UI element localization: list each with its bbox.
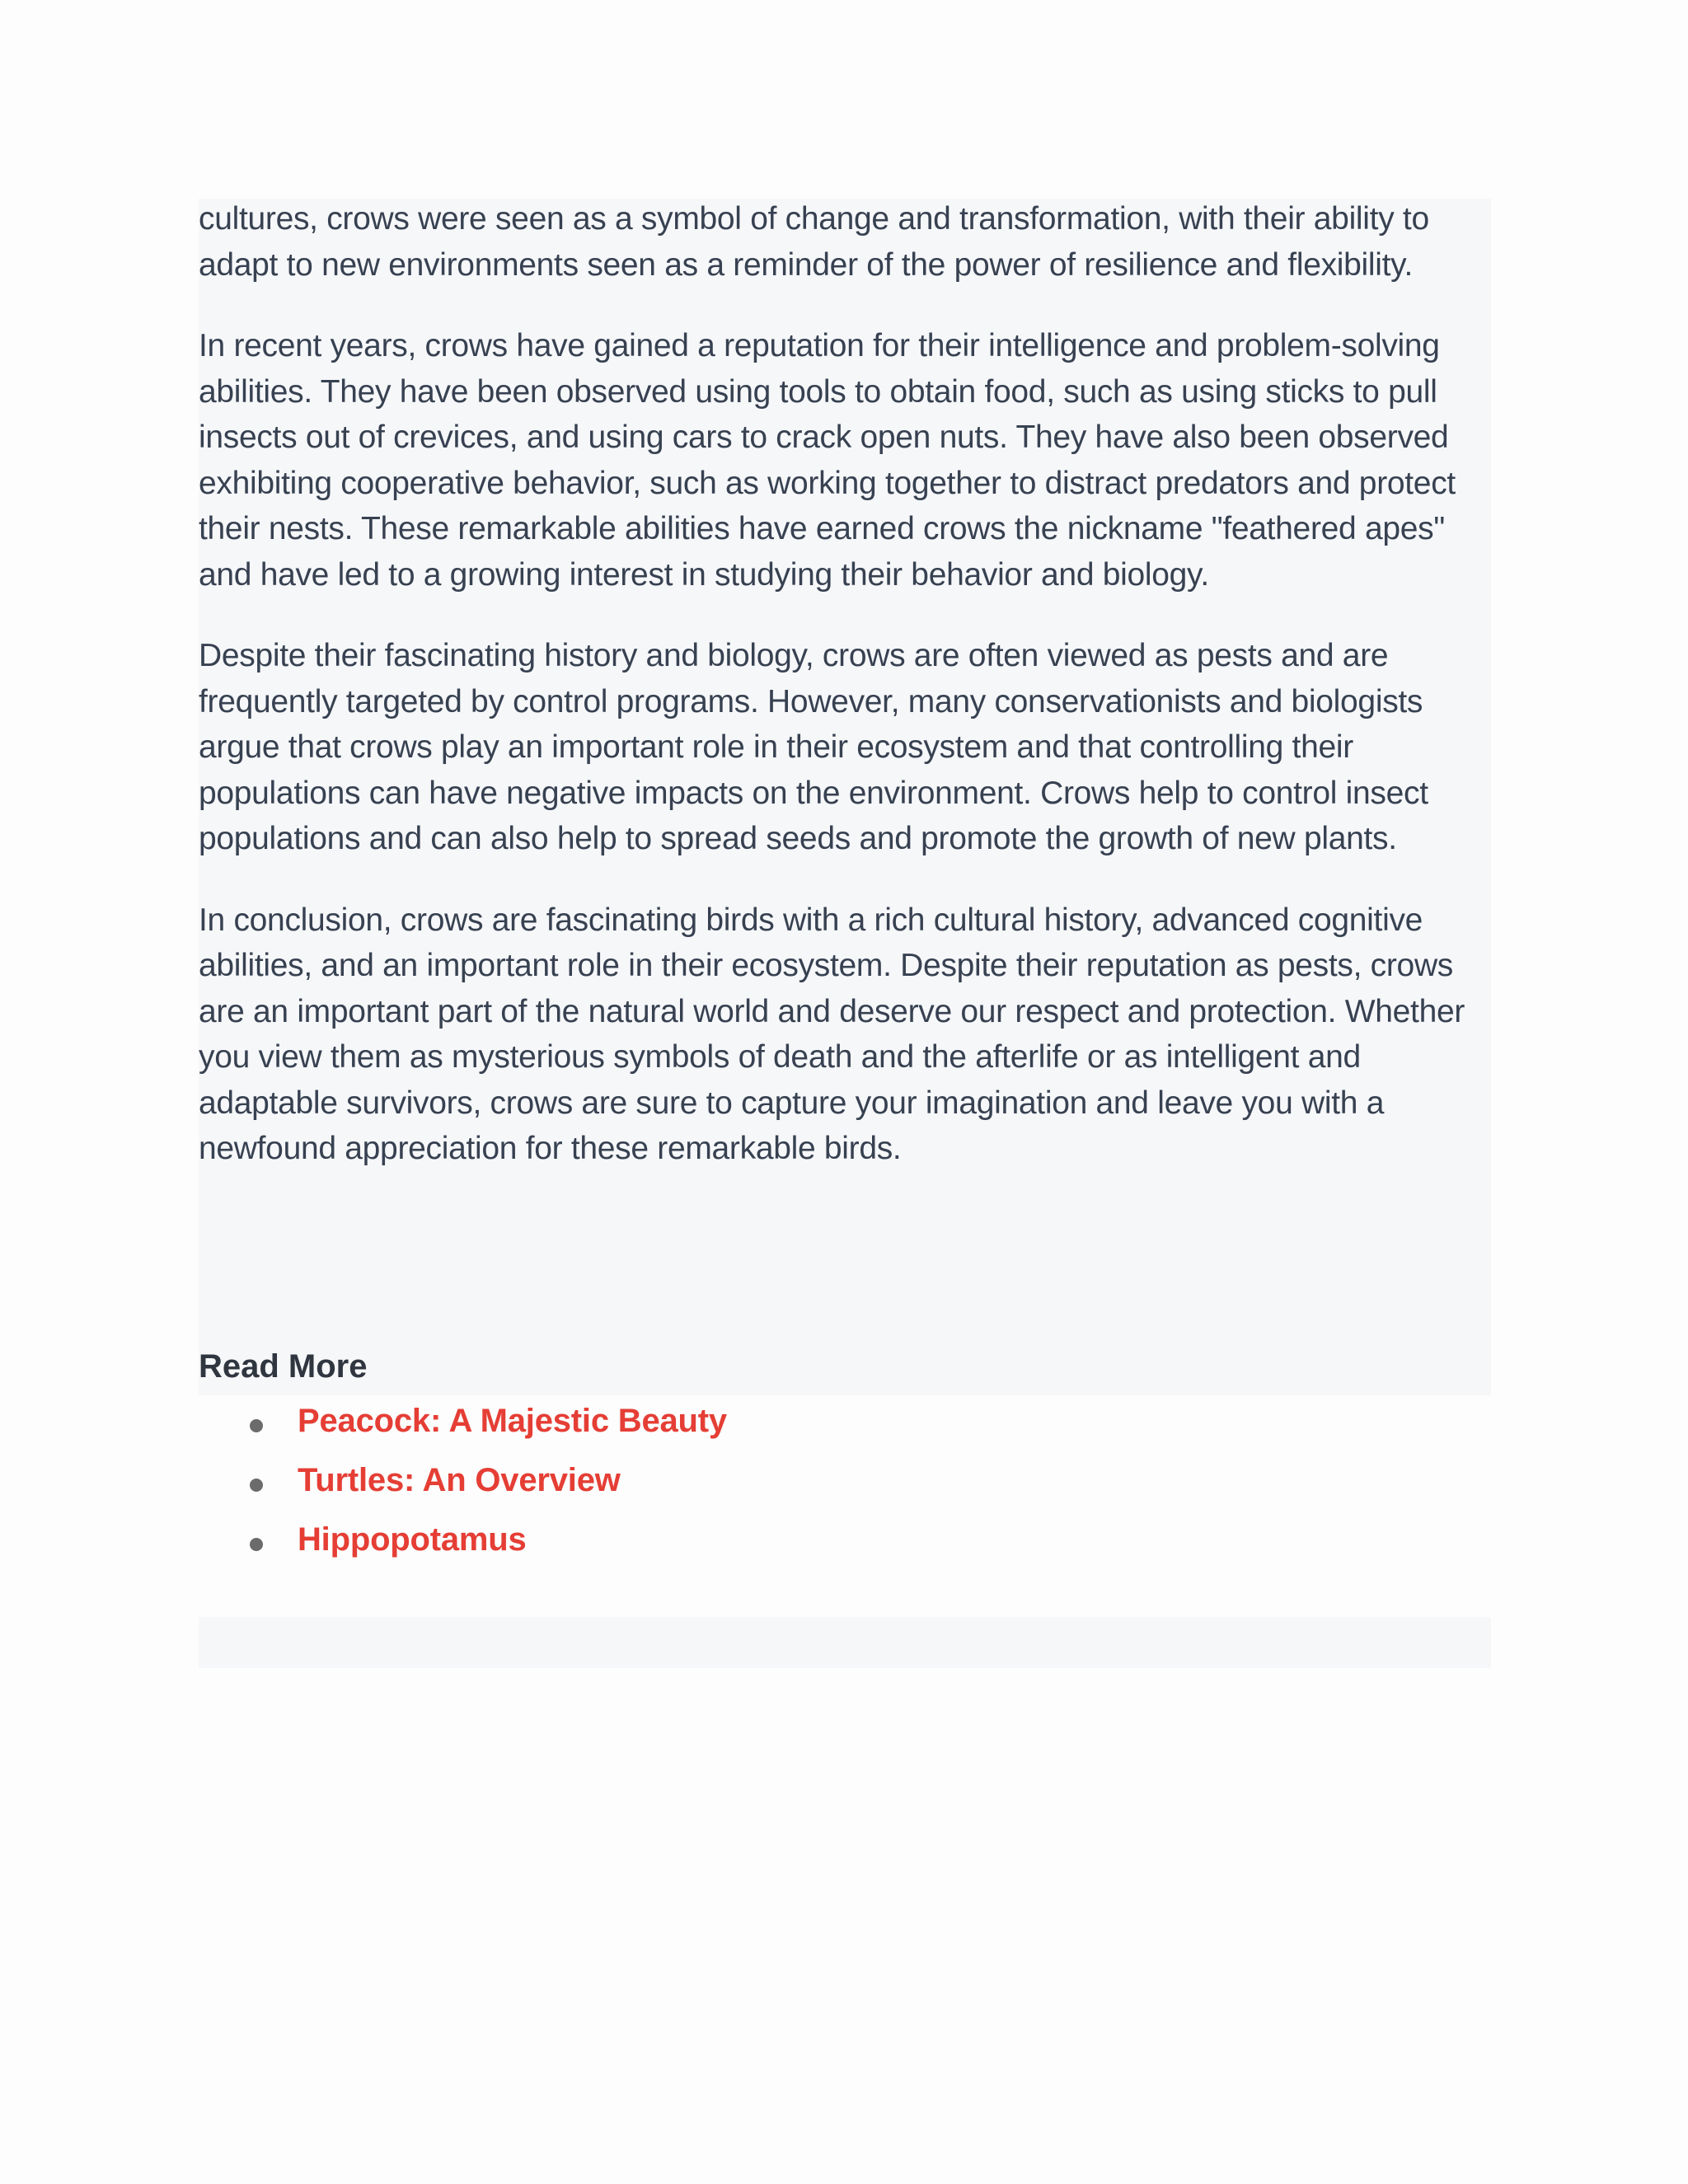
article-body (199, 196, 1497, 1207)
article-paragraph: Despite their fascinating history and biology, crows are often viewed as pests and are frequently targeted by control programs. However, many conservationists and biologists argue that crows play an important role in their ecosystem and that controlling their populations can have negative impacts on the environment. Crows help to control insect populations and can also help to spread seeds and promote the growth of new plants. (199, 638, 1428, 856)
bullet-icon (250, 1538, 263, 1551)
bullet-icon (250, 1479, 263, 1492)
read-more-link-hippopotamus[interactable]: Hippopotamus (298, 1521, 527, 1558)
read-more-heading: Read More (199, 1348, 368, 1385)
list-item (199, 1396, 727, 1455)
footer-panel (199, 1617, 1491, 1668)
read-more-list (199, 1396, 727, 1574)
list-item (199, 1515, 727, 1574)
article-paragraph: cultures, crows were seen as a symbol of change and transformation, with their ability to adapt to new environments seen as a reminder of the power of resilience and flexibility. (199, 201, 1429, 283)
read-more-link-peacock[interactable]: Peacock: A Majestic Beauty (298, 1403, 727, 1439)
bullet-icon (250, 1419, 263, 1432)
read-more-link-turtles[interactable]: Turtles: An Overview (298, 1462, 621, 1498)
list-item (199, 1455, 727, 1515)
article-paragraph: In recent years, crows have gained a reputation for their intelligence and problem-solving abilities. They have been observed using tools to obtain food, such as using sticks to pull insects out of crevices, and using cars to crack open nuts. They have also been observed exhibiting cooperative behavior, such as working together to distract predators and protect their nests. These remarkable abilities have earned crows the nickname "feathered apes" and have led to a growing interest in studying their behavior and biology. (199, 328, 1456, 593)
article-paragraph: In conclusion, crows are fascinating birds with a rich cultural history, advanced cognitive abilities, and an important role in their ecosystem. Despite their reputation as pests, crows are an important part of the natural world and deserve our respect and protection. Whether you view them as mysterious symbols of death and the afterlife or as intelligent and adaptable survivors, crows are sure to capture your imagination and leave you with a newfound appreciation for these remarkable birds. (199, 902, 1465, 1166)
